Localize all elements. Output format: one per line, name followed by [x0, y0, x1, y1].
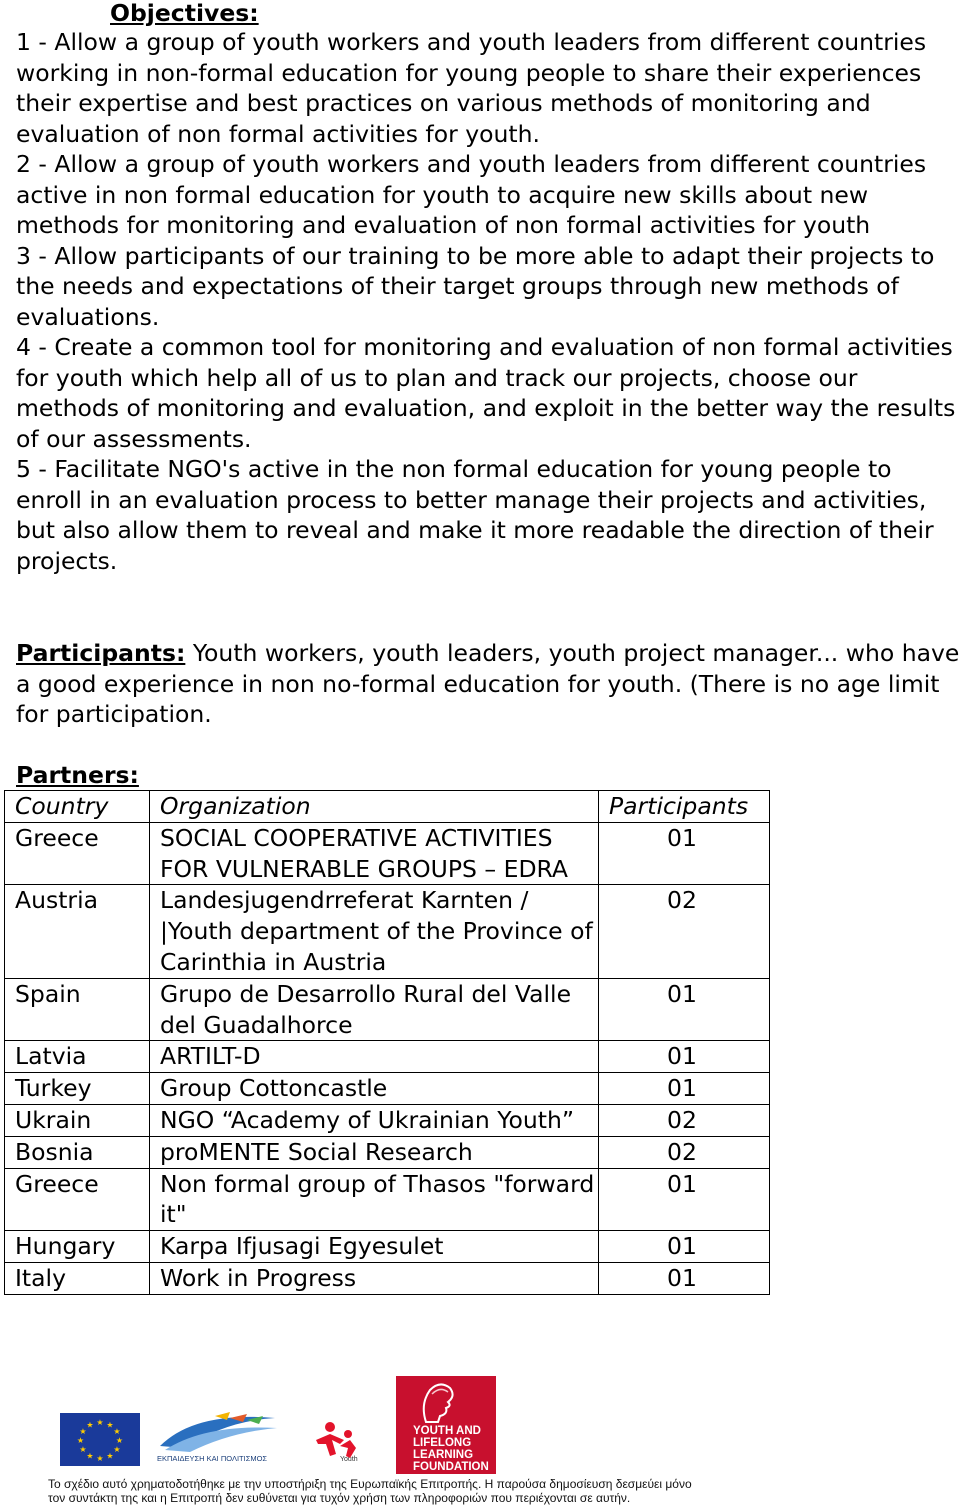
cell-country: Spain: [5, 978, 150, 1041]
cell-country: Greece: [5, 1168, 150, 1231]
svg-text:★: ★: [86, 1451, 94, 1461]
table-row: [5, 1231, 770, 1263]
face-profile-icon: [418, 1380, 458, 1425]
cell-organization: Karpa Ifjusagi Egyesulet: [150, 1231, 599, 1263]
eu-stars-icon: [60, 1413, 140, 1466]
youth-caption: Youth: [340, 1456, 358, 1463]
table-row: [5, 978, 770, 1041]
eu-flag-logo: [60, 1413, 140, 1466]
cell-organization: Group Cottoncastle: [150, 1073, 599, 1105]
cell-participants: 01: [599, 978, 770, 1041]
cell-participants: 01: [599, 822, 770, 885]
objective-item: 4 - Create a common tool for monitoring and evaluation of non formal activities for youth which help all of us to plan and track our projects, choose our methods of monitoring and evaluation, and exploit in the better way the results of our assessments.: [16, 333, 956, 453]
partners-table: [4, 790, 770, 1295]
footer-disclaimer-line-2: τον συντάκτη της και η Επιτροπή δεν ευθύνεται για τυχόν χρήση των πληροφοριών που περιέχονται σε αυτήν.: [48, 1491, 631, 1505]
cell-participants: 02: [599, 885, 770, 978]
objectives-list: [16, 27, 960, 576]
cell-participants: 01: [599, 1041, 770, 1073]
cell-participants: 01: [599, 1168, 770, 1231]
svg-text:★: ★: [106, 1451, 114, 1461]
cell-country: Ukrain: [5, 1104, 150, 1136]
cell-organization: ARTILT-D: [150, 1041, 599, 1073]
table-row: [5, 1104, 770, 1136]
svg-text:★: ★: [96, 1418, 104, 1427]
svg-text:★: ★: [79, 1445, 87, 1454]
cell-participants: 01: [599, 1231, 770, 1263]
column-header-organization: Organization: [150, 791, 599, 823]
cell-country: Austria: [5, 885, 150, 978]
cell-organization: NGO “Academy of Ukrainian Youth”: [150, 1104, 599, 1136]
svg-text:★: ★: [115, 1436, 124, 1445]
participants-heading: Participants:: [16, 639, 186, 667]
participants-text: Youth workers, youth leaders, youth project manager... who have a good experience in non no-formal education for youth. (There is no age limit for participation.: [16, 639, 960, 728]
table-row: [5, 1262, 770, 1294]
participants-section: [16, 638, 960, 730]
column-header-country: Country: [5, 791, 150, 823]
svg-text:★: ★: [113, 1445, 121, 1454]
youth-programme-logo: [310, 1420, 385, 1468]
footer-disclaimer-line-1: Το σχέδιο αυτό χρηματοδοτήθηκε με την υποστήριξη της Ευρωπαϊκής Επιτροπής. Η παρούσα δημοσίευση δεσμεύει μόνο: [48, 1477, 692, 1491]
cell-participants: 02: [599, 1104, 770, 1136]
cell-participants: 01: [599, 1073, 770, 1105]
cell-country: Latvia: [5, 1041, 150, 1073]
cell-country: Turkey: [5, 1073, 150, 1105]
cell-country: Bosnia: [5, 1136, 150, 1168]
cell-organization: proMENTE Social Research: [150, 1136, 599, 1168]
table-row: [5, 822, 770, 885]
ylf-text: YOUTH AND LIFELONG LEARNING FOUNDATION: [413, 1425, 489, 1473]
cell-organization: Landesjugendrreferat Karnten / |Youth department of the Province of Carinthia in Austria: [150, 885, 599, 978]
svg-text:★: ★: [76, 1436, 85, 1445]
cell-organization: Grupo de Desarrollo Rural del Valle del Guadalhorce: [150, 978, 599, 1041]
cell-organization: Non formal group of Thasos "forward it": [150, 1168, 599, 1231]
table-row: [5, 1168, 770, 1231]
svg-text:★: ★: [86, 1420, 94, 1430]
svg-text:★: ★: [113, 1427, 121, 1436]
objective-item: 5 - Facilitate NGO's active in the non formal education for young people to enroll in an evaluation process to better manage their projects and activities, but also allow them to reveal and make it more readable the direction of their projects.: [16, 455, 934, 575]
table-row: [5, 1136, 770, 1168]
cell-country: Greece: [5, 822, 150, 885]
table-header-row: [5, 791, 770, 823]
cell-organization: Work in Progress: [150, 1262, 599, 1294]
table-row: [5, 1073, 770, 1105]
partners-heading: Partners:: [16, 761, 139, 789]
cell-country: Italy: [5, 1262, 150, 1294]
cell-participants: 02: [599, 1136, 770, 1168]
youth-figures-icon: [310, 1420, 360, 1460]
svg-text:★: ★: [79, 1427, 87, 1436]
cell-participants: 01: [599, 1262, 770, 1294]
cell-country: Hungary: [5, 1231, 150, 1263]
lll-caption: ΕΚΠΑΙΔΕΥΣΗ ΚΑΙ ΠΟΛΙΤΙΣΜΟΣ: [157, 1454, 268, 1463]
svg-text:★: ★: [106, 1420, 114, 1430]
column-header-participants: Participants: [599, 791, 770, 823]
objective-item: 1 - Allow a group of youth workers and youth leaders from different countries working in non-formal education for young people to share their experiences their expertise and best practices on various methods of monitoring and evaluation of non formal activities for youth.: [16, 28, 927, 148]
cell-organization: SOCIAL COOPERATIVE ACTIVITIES FOR VULNERABLE GROUPS – EDRA: [150, 822, 599, 885]
table-row: [5, 885, 770, 978]
objective-item: 3 - Allow participants of our training to be more able to adapt their projects to the needs and expectations of their target groups through new methods of evaluations.: [16, 241, 935, 331]
objectives-heading: Objectives:: [110, 0, 259, 27]
svg-text:★: ★: [96, 1454, 104, 1463]
lifelong-learning-logo: [155, 1406, 280, 1466]
youth-lifelong-learning-foundation-logo: [396, 1376, 496, 1474]
table-row: [5, 1041, 770, 1073]
objective-item: 2 - Allow a group of youth workers and youth leaders from different countries active in non formal education for youth to acquire new skills about new methods for monitoring and evaluation of non formal activities for youth: [16, 150, 927, 239]
